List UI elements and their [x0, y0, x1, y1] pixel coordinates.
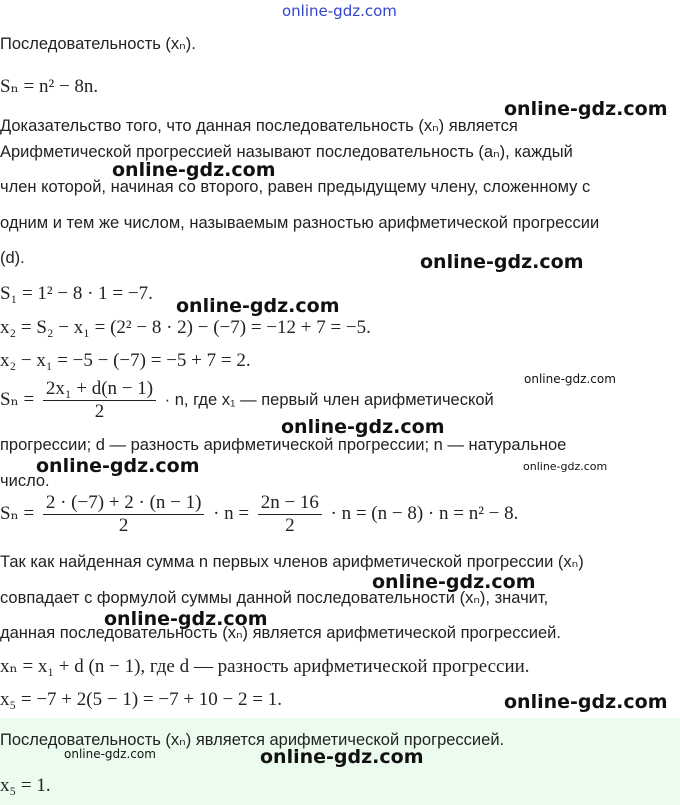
watermark: online-gdz.com [64, 747, 156, 761]
watermark: online-gdz.com [36, 455, 200, 477]
difference-calc: x₂ − x₁ = −5 − (−7) = −5 + 7 = 2. [0, 350, 251, 371]
watermark: online-gdz.com [372, 571, 536, 593]
watermark: online-gdz.com [524, 372, 616, 386]
derivation-fraction-2-denominator: 2 [285, 515, 295, 536]
watermark: online-gdz.com [112, 159, 276, 181]
conclusion-line-2: совпадает с формулой суммы данной последовательности (xₙ), значит, [0, 589, 549, 607]
conclusion-line-1: Так как найденная сумма n первых членов арифметической прогрессии (xₙ) [0, 553, 584, 571]
derivation-fraction-1-denominator: 2 [118, 515, 129, 536]
definition-line-1: Арифметической прогрессией называют последовательность (aₙ), каждый [0, 143, 573, 161]
derivation-rhs: · n = (n − 8) · n = n² − 8. [330, 502, 519, 524]
watermark: online-gdz.com [176, 295, 340, 317]
watermark: online-gdz.com [504, 691, 668, 713]
sum-formula: Sₙ = n² − 8n. [0, 76, 99, 97]
derivation-fraction-1 [43, 492, 205, 537]
sum-formula-explanation: · n, где x₁ — первый член арифметической [164, 390, 494, 409]
watermark: online-gdz.com [420, 251, 584, 273]
x2-calc: x₂ = S₂ − x₁ = (2² − 8 · 2) − (−7) = −12 + 7 = −5. [0, 317, 371, 338]
watermark: online-gdz.com [260, 746, 424, 768]
sum-lhs: Sₙ = [0, 388, 35, 410]
derivation-fraction-2 [258, 492, 322, 537]
answer-statement: Последовательность (xₙ) является арифметической прогрессией. [0, 731, 505, 749]
derivation-lhs: Sₙ = [0, 502, 35, 524]
sum-fraction-numerator: 2x₁ + d(n − 1) [43, 378, 156, 401]
definition-line-2: член которой, начиная со второго, равен предыдущему члену, сложенному с [0, 178, 591, 196]
sum-fraction [43, 378, 156, 423]
x5-calc: x₅ = −7 + 2(5 − 1) = −7 + 10 − 2 = 1. [0, 689, 282, 710]
derivation-fraction-2-numerator: 2n − 16 [258, 492, 322, 515]
derivation-middle: · n = [213, 502, 250, 524]
watermark: online-gdz.com [104, 608, 268, 630]
watermark: online-gdz.com [281, 416, 445, 438]
sum-fraction-denominator: 2 [94, 401, 105, 422]
answer-value: x₅ = 1. [0, 775, 51, 796]
proof-intro: Доказательство того, что данная последовательность (xₙ) является [0, 117, 518, 135]
sum-formula-explanation-3: число. [0, 472, 50, 490]
derivation-fraction-1-numerator: 2 · (−7) + 2 · (n − 1) [43, 492, 205, 515]
watermark-top: online-gdz.com [282, 2, 397, 20]
watermark: online-gdz.com [504, 98, 668, 120]
s1-calc: S₁ = 1² − 8 · 1 = −7. [0, 283, 153, 304]
sum-derivation [0, 492, 518, 537]
general-term-formula: xₙ = x₁ + d (n − 1), где d — разность арифметической прогрессии. [0, 656, 530, 677]
watermark: online-gdz.com [523, 460, 608, 473]
definition-line-4: (d). [0, 249, 25, 267]
sequence-title: Последовательность (xₙ). [0, 35, 196, 53]
conclusion-line-3: данная последовательность (xₙ) является арифметической прогрессией. [0, 624, 561, 642]
sum-formula-explanation-2: прогрессии; d — разность арифметической прогрессии; n — натуральное [0, 436, 567, 454]
definition-line-3: одним и тем же числом, называемым разностью арифметической прогрессии [0, 214, 600, 232]
